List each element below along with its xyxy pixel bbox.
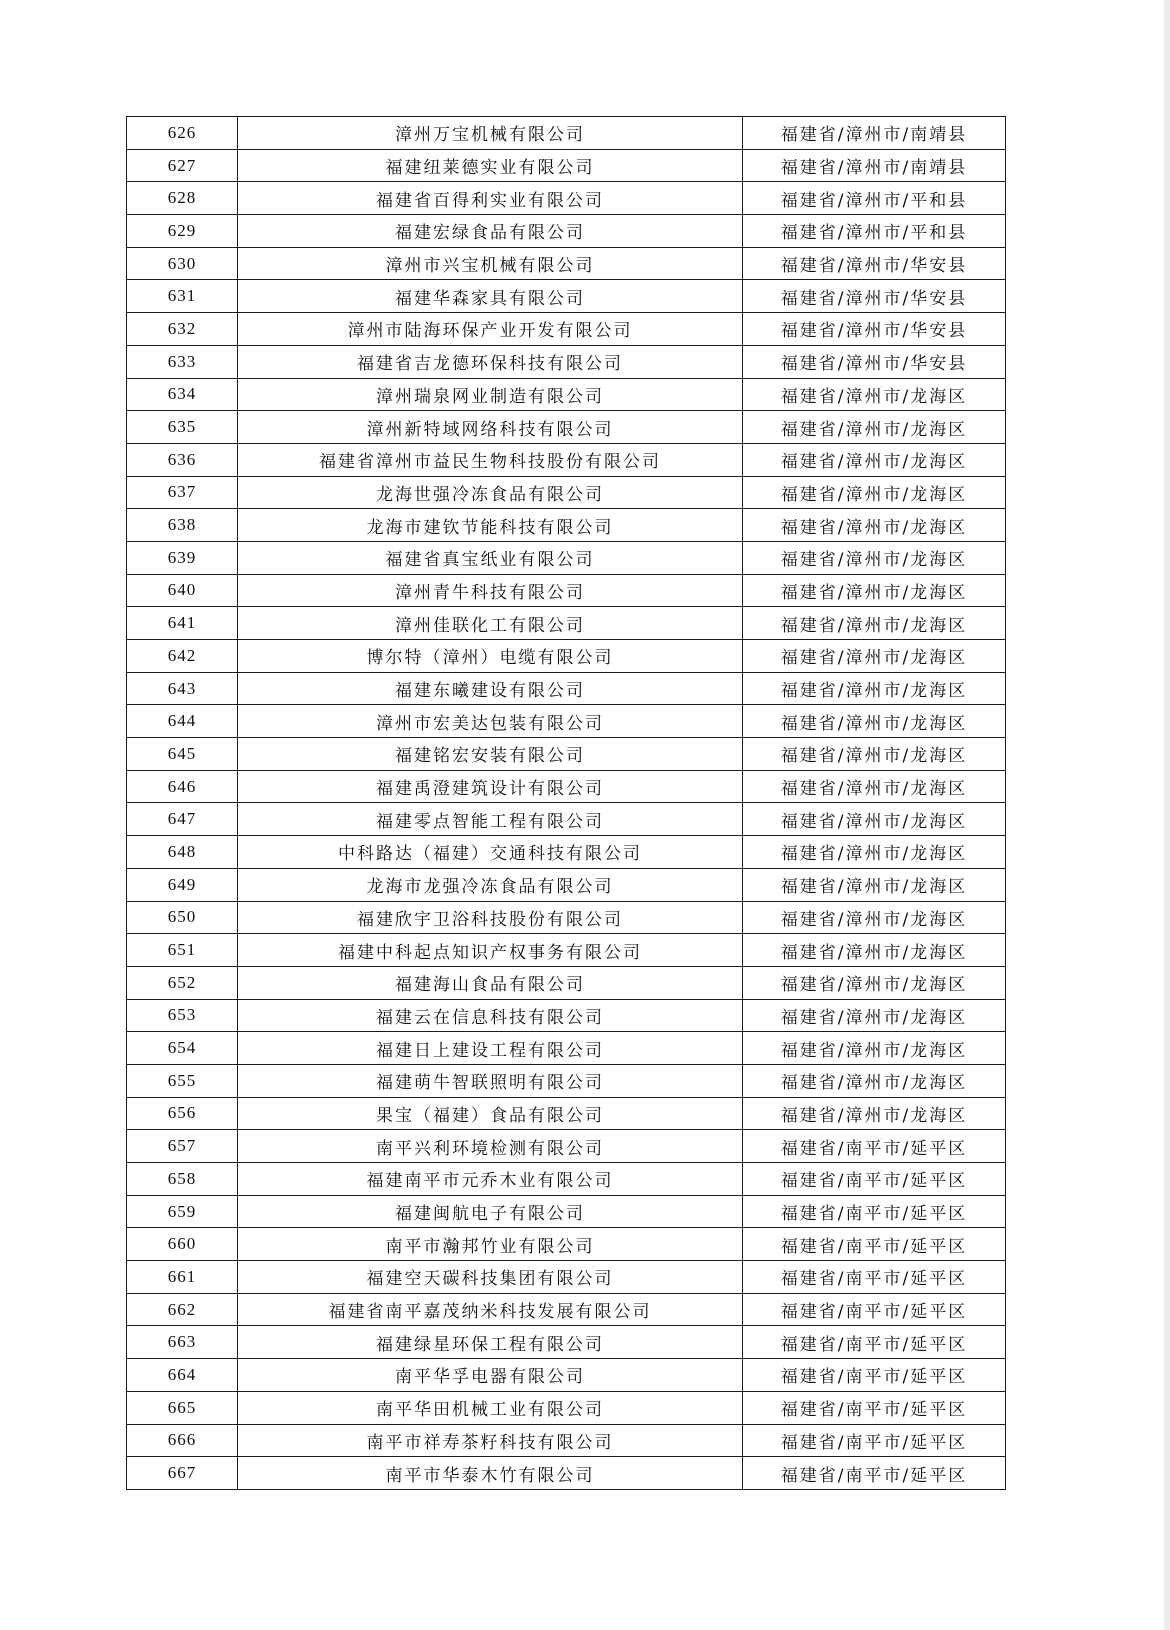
row-number: 641 [127,607,238,640]
region-path: 福建省/南平市/延平区 [743,1391,1006,1424]
company-name: 博尔特（漳州）电缆有限公司 [238,640,743,673]
row-number: 652 [127,966,238,999]
region-path: 福建省/漳州市/龙海区 [743,476,1006,509]
company-name: 福建省吉龙德环保科技有限公司 [238,345,743,378]
company-name: 福建禹澄建筑设计有限公司 [238,770,743,803]
company-name: 龙海市建钦节能科技有限公司 [238,509,743,542]
row-number: 637 [127,476,238,509]
company-name: 福建东曦建设有限公司 [238,672,743,705]
table-row [127,1097,1006,1130]
company-name: 福建中科起点知识产权事务有限公司 [238,934,743,967]
region-path: 福建省/漳州市/龙海区 [743,934,1006,967]
table-row [127,1130,1006,1163]
company-name: 福建宏绿食品有限公司 [238,215,743,248]
company-name: 福建绿星环保工程有限公司 [238,1326,743,1359]
row-number: 635 [127,411,238,444]
row-number: 639 [127,541,238,574]
region-path: 福建省/南平市/延平区 [743,1195,1006,1228]
row-number: 658 [127,1163,238,1196]
region-path: 福建省/漳州市/南靖县 [743,149,1006,182]
company-name: 福建零点智能工程有限公司 [238,803,743,836]
company-name: 南平市华泰木竹有限公司 [238,1457,743,1490]
company-name: 龙海世强冷冻食品有限公司 [238,476,743,509]
row-number: 664 [127,1359,238,1392]
region-path: 福建省/南平市/延平区 [743,1293,1006,1326]
table-row [127,149,1006,182]
table-row [127,1391,1006,1424]
row-number: 630 [127,247,238,280]
table-row [127,803,1006,836]
table-row [127,476,1006,509]
company-name: 福建海山食品有限公司 [238,966,743,999]
row-number: 646 [127,770,238,803]
company-name: 福建铭宏安装有限公司 [238,738,743,771]
region-path: 福建省/漳州市/龙海区 [743,999,1006,1032]
company-name: 福建纽莱德实业有限公司 [238,149,743,182]
region-path: 福建省/漳州市/龙海区 [743,411,1006,444]
region-path: 福建省/南平市/延平区 [743,1424,1006,1457]
region-path: 福建省/南平市/延平区 [743,1326,1006,1359]
company-name: 福建南平市元乔木业有限公司 [238,1163,743,1196]
company-name: 漳州市宏美达包装有限公司 [238,705,743,738]
company-name: 福建云在信息科技有限公司 [238,999,743,1032]
company-list-body [127,117,1006,1490]
row-number: 629 [127,215,238,248]
table-row [127,280,1006,313]
region-path: 福建省/漳州市/南靖县 [743,117,1006,150]
company-name: 福建空天碳科技集团有限公司 [238,1261,743,1294]
region-path: 福建省/漳州市/华安县 [743,280,1006,313]
row-number: 662 [127,1293,238,1326]
table-row [127,868,1006,901]
region-path: 福建省/漳州市/龙海区 [743,901,1006,934]
region-path: 福建省/南平市/延平区 [743,1261,1006,1294]
region-path: 福建省/漳州市/龙海区 [743,803,1006,836]
table-row [127,672,1006,705]
row-number: 647 [127,803,238,836]
table-row [127,117,1006,150]
table-row [127,770,1006,803]
region-path: 福建省/南平市/延平区 [743,1130,1006,1163]
region-path: 福建省/漳州市/华安县 [743,345,1006,378]
region-path: 福建省/漳州市/龙海区 [743,672,1006,705]
table-row [127,378,1006,411]
region-path: 福建省/漳州市/平和县 [743,182,1006,215]
table-row [127,541,1006,574]
row-number: 654 [127,1032,238,1065]
table-row [127,1424,1006,1457]
company-name: 福建省漳州市益民生物科技股份有限公司 [238,443,743,476]
table-row [127,574,1006,607]
table-row [127,999,1006,1032]
row-number: 653 [127,999,238,1032]
row-number: 665 [127,1391,238,1424]
company-name: 漳州市兴宝机械有限公司 [238,247,743,280]
region-path: 福建省/漳州市/龙海区 [743,541,1006,574]
company-name: 南平市瀚邦竹业有限公司 [238,1228,743,1261]
company-name: 漳州瑞泉网业制造有限公司 [238,378,743,411]
table-row [127,966,1006,999]
table-row [127,1293,1006,1326]
region-path: 福建省/南平市/延平区 [743,1359,1006,1392]
table-row [127,443,1006,476]
region-path: 福建省/漳州市/平和县 [743,215,1006,248]
company-name: 福建省真宝纸业有限公司 [238,541,743,574]
region-path: 福建省/漳州市/龙海区 [743,378,1006,411]
table-row [127,1359,1006,1392]
table-row [127,934,1006,967]
region-path: 福建省/漳州市/龙海区 [743,607,1006,640]
table-row [127,1032,1006,1065]
row-number: 642 [127,640,238,673]
region-path: 福建省/漳州市/龙海区 [743,770,1006,803]
row-number: 659 [127,1195,238,1228]
row-number: 640 [127,574,238,607]
region-path: 福建省/漳州市/龙海区 [743,640,1006,673]
row-number: 643 [127,672,238,705]
table-row [127,1064,1006,1097]
region-path: 福建省/漳州市/龙海区 [743,868,1006,901]
row-number: 631 [127,280,238,313]
region-path: 福建省/南平市/延平区 [743,1228,1006,1261]
region-path: 福建省/漳州市/龙海区 [743,705,1006,738]
region-path: 福建省/漳州市/龙海区 [743,738,1006,771]
company-name: 漳州新特域网络科技有限公司 [238,411,743,444]
row-number: 627 [127,149,238,182]
table-row [127,1163,1006,1196]
table-row [127,313,1006,346]
row-number: 655 [127,1064,238,1097]
region-path: 福建省/漳州市/龙海区 [743,1097,1006,1130]
table-row [127,901,1006,934]
table-row [127,705,1006,738]
company-name: 福建闽航电子有限公司 [238,1195,743,1228]
region-path: 福建省/南平市/延平区 [743,1163,1006,1196]
table-row [127,1261,1006,1294]
row-number: 660 [127,1228,238,1261]
row-number: 628 [127,182,238,215]
company-name: 漳州佳联化工有限公司 [238,607,743,640]
row-number: 651 [127,934,238,967]
company-list-table [126,116,1006,1490]
row-number: 649 [127,868,238,901]
row-number: 633 [127,345,238,378]
company-name: 南平华田机械工业有限公司 [238,1391,743,1424]
table-row [127,640,1006,673]
table-row [127,345,1006,378]
company-name: 福建欣宇卫浴科技股份有限公司 [238,901,743,934]
company-name: 福建省百得利实业有限公司 [238,182,743,215]
table-row [127,836,1006,869]
row-number: 632 [127,313,238,346]
region-path: 福建省/漳州市/龙海区 [743,1064,1006,1097]
row-number: 663 [127,1326,238,1359]
region-path: 福建省/漳州市/龙海区 [743,509,1006,542]
row-number: 661 [127,1261,238,1294]
company-name: 龙海市龙强冷冻食品有限公司 [238,868,743,901]
row-number: 656 [127,1097,238,1130]
company-name: 福建萌牛智联照明有限公司 [238,1064,743,1097]
row-number: 626 [127,117,238,150]
company-name: 中科路达（福建）交通科技有限公司 [238,836,743,869]
company-name: 果宝（福建）食品有限公司 [238,1097,743,1130]
table-row [127,1457,1006,1490]
company-name: 南平市祥寿茶籽科技有限公司 [238,1424,743,1457]
company-name: 福建华森家具有限公司 [238,280,743,313]
table-row [127,182,1006,215]
region-path: 福建省/漳州市/龙海区 [743,836,1006,869]
table-row [127,509,1006,542]
company-name: 福建日上建设工程有限公司 [238,1032,743,1065]
row-number: 645 [127,738,238,771]
company-name: 漳州万宝机械有限公司 [238,117,743,150]
table-row [127,1195,1006,1228]
table-row [127,607,1006,640]
table-row [127,411,1006,444]
company-name: 南平兴利环境检测有限公司 [238,1130,743,1163]
company-name: 漳州市陆海环保产业开发有限公司 [238,313,743,346]
region-path: 福建省/漳州市/龙海区 [743,443,1006,476]
page-edge-shadow [1164,0,1170,1630]
region-path: 福建省/漳州市/龙海区 [743,966,1006,999]
company-name: 漳州青牛科技有限公司 [238,574,743,607]
region-path: 福建省/南平市/延平区 [743,1457,1006,1490]
company-name: 南平华孚电器有限公司 [238,1359,743,1392]
row-number: 650 [127,901,238,934]
table-row [127,1326,1006,1359]
row-number: 634 [127,378,238,411]
region-path: 福建省/漳州市/华安县 [743,247,1006,280]
table-row [127,738,1006,771]
row-number: 648 [127,836,238,869]
region-path: 福建省/漳州市/华安县 [743,313,1006,346]
table-row [127,1228,1006,1261]
table-row [127,247,1006,280]
row-number: 667 [127,1457,238,1490]
row-number: 657 [127,1130,238,1163]
table-row [127,215,1006,248]
region-path: 福建省/漳州市/龙海区 [743,1032,1006,1065]
company-name: 福建省南平嘉茂纳米科技发展有限公司 [238,1293,743,1326]
row-number: 638 [127,509,238,542]
row-number: 636 [127,443,238,476]
region-path: 福建省/漳州市/龙海区 [743,574,1006,607]
row-number: 666 [127,1424,238,1457]
row-number: 644 [127,705,238,738]
